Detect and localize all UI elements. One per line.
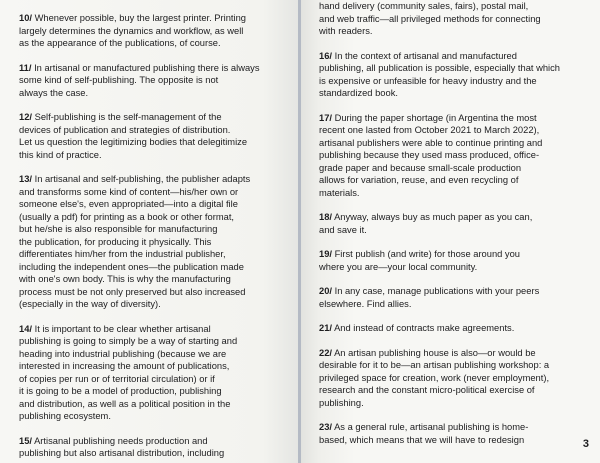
paragraph <box>319 211 588 236</box>
paragraph-line <box>319 87 588 100</box>
paragraph-number: 14/ <box>19 323 32 334</box>
paragraph-line <box>319 322 588 335</box>
paragraph-line <box>19 223 289 236</box>
paragraph-line <box>19 87 289 100</box>
paragraph-line <box>319 298 588 311</box>
paragraph <box>19 173 289 311</box>
paragraph-line <box>19 447 289 460</box>
paragraph-number: 20/ <box>319 286 332 296</box>
paragraph-number: 10/ <box>19 13 32 23</box>
paragraph <box>19 111 289 161</box>
paragraph-text: allows for variation, reuse, and even recycling of <box>319 175 519 185</box>
paragraph-line <box>19 149 289 162</box>
paragraph-text: recent one lasted from October 2021 to March 2022), <box>319 125 540 135</box>
paragraph-text: Artisanal publishing needs production and <box>32 435 208 446</box>
paragraph-text: differentiates him/her from the industrial publisher, <box>19 249 226 259</box>
paragraph-text: An artisan publishing house is also—or would be <box>332 347 536 358</box>
paragraph-line <box>19 385 289 398</box>
paragraph-text: grade paper and because small-scale production <box>319 162 522 173</box>
paragraph-text: publishing because they used mass produced, office- <box>319 150 540 160</box>
paragraph-text: based, which means that we will have to redesign <box>319 434 525 445</box>
paragraph <box>19 435 289 460</box>
paragraph-text: where you are—your local community. <box>319 261 478 272</box>
paragraph-text: publishing. <box>319 397 364 408</box>
paragraph-line <box>19 286 289 299</box>
paragraph-text: In any case, manage publications with your peers <box>332 286 540 296</box>
paragraph-text: As a general rule, artisanal publishing is home- <box>332 422 529 432</box>
paragraph-line <box>19 373 289 386</box>
paragraph-line <box>319 50 588 63</box>
paragraph-line <box>19 124 289 137</box>
paragraph-text: elsewhere. Find allies. <box>319 298 412 309</box>
paragraph-text: research and the constant micro-political exercise of <box>319 385 535 395</box>
paragraph-line <box>319 137 588 150</box>
paragraph-text: (especially in the way of diversity). <box>19 299 161 309</box>
paragraph-line <box>19 173 289 186</box>
paragraph <box>19 323 289 423</box>
paragraph-text: and web traffic—all privileged methods for connecting <box>319 13 541 24</box>
paragraph-text: largely determines the dynamics and workflow, as well <box>19 25 244 36</box>
paragraph-text: devices of publication and strategies of distribution. <box>19 124 231 135</box>
paragraph-line <box>319 261 588 274</box>
paragraph-number: 19/ <box>319 249 332 259</box>
paragraph <box>319 285 588 310</box>
paragraph-text: publishing but also artisanal distribution, including <box>19 448 225 458</box>
paragraph-text: with one's own body. This is why the manufacturing <box>19 274 231 284</box>
paragraph-text: (usually a pdf) for printing as a book or other format, <box>19 211 235 222</box>
paragraph-line <box>19 335 289 348</box>
paragraph-line <box>19 236 289 249</box>
paragraph-line <box>19 186 289 199</box>
paragraph-number: 11/ <box>19 62 32 73</box>
left-page <box>0 0 299 463</box>
paragraph-text: Let us question the legitimizing bodies that delegitimize <box>19 137 248 147</box>
paragraph-text: of copies per run or of territorial circulation) or if <box>19 373 215 384</box>
paragraph-line <box>319 421 588 434</box>
paragraph <box>319 0 588 38</box>
paragraph-line <box>319 372 588 385</box>
paragraph-text: including the independent ones—the publication made <box>19 261 244 272</box>
paragraph-text: and distribution, as well as a political position in the <box>19 398 231 409</box>
paragraph-line <box>319 124 588 137</box>
paragraph-text: In the context of artisanal and manufactured <box>332 50 517 61</box>
paragraph-text: In artisanal or manufactured publishing there is always <box>31 62 260 73</box>
paragraph-line <box>319 174 588 187</box>
paragraph-text: During the paper shortage (in Argentina the most <box>332 112 537 123</box>
paragraph-text: always the case. <box>19 87 89 98</box>
paragraph-line <box>19 398 289 411</box>
paragraph-text: Anyway, always buy as much paper as you can, <box>332 212 533 222</box>
paragraph-text: Self-publishing is the self-management of the <box>32 112 222 122</box>
paragraph-line <box>19 273 289 286</box>
paragraph-text: publishing ecosystem. <box>19 411 111 421</box>
paragraph <box>319 248 588 273</box>
paragraph-number: 12/ <box>19 112 32 122</box>
paragraph-line <box>19 360 289 373</box>
paragraph <box>319 322 588 335</box>
paragraph-line <box>319 62 588 75</box>
paragraph <box>319 112 588 200</box>
paragraph-line <box>319 187 588 200</box>
paragraph-number: 17/ <box>319 112 332 123</box>
paragraph-text: desirable for it to be—an artisan publishing workshop: a <box>319 360 550 370</box>
paragraph-line <box>319 25 588 38</box>
paragraph-line <box>19 435 289 448</box>
paragraph-line <box>319 285 588 298</box>
paragraph-line <box>19 410 289 423</box>
paragraph-line <box>19 25 289 38</box>
paragraph-text: Whenever possible, buy the largest printer. Printing <box>32 13 246 23</box>
paragraph-line <box>19 74 289 87</box>
paragraph-text: First publish (and write) for those around you <box>332 249 521 259</box>
paragraph <box>319 347 588 410</box>
paragraph-text: heading into industrial publishing (because we are <box>19 348 227 359</box>
paragraph-text: materials. <box>319 187 360 198</box>
paragraph <box>19 12 289 50</box>
paragraph-line <box>319 347 588 360</box>
paragraph-line <box>19 261 289 274</box>
paragraph-text: In artisanal and self-publishing, the publisher adapts <box>32 174 251 184</box>
paragraph-line <box>319 112 588 125</box>
paragraph <box>19 62 289 100</box>
paragraph-line <box>19 348 289 361</box>
paragraph-line <box>319 0 588 13</box>
paragraph-line <box>319 149 588 162</box>
paragraph-line <box>319 211 588 224</box>
paragraph-line <box>19 111 289 124</box>
paragraph <box>319 50 588 100</box>
paragraph-number: 22/ <box>319 347 332 358</box>
paragraph-line <box>319 248 588 261</box>
paragraph-line <box>19 298 289 311</box>
paragraph-text: and transforms some kind of content—his/her own or <box>19 186 239 197</box>
paragraph-line <box>19 12 289 25</box>
paragraph-number: 16/ <box>319 50 332 61</box>
paragraph-number: 13/ <box>19 174 32 184</box>
paragraph-line <box>19 136 289 149</box>
paragraph-text: with readers. <box>319 26 373 36</box>
paragraph-number: 15/ <box>19 435 32 446</box>
paragraph-line <box>319 397 588 410</box>
paragraph-line <box>319 384 588 397</box>
paragraph-text: It is important to be clear whether artisanal <box>32 323 211 334</box>
page-number: 3 <box>582 437 589 450</box>
paragraph-line <box>19 62 289 75</box>
paragraph <box>319 421 588 446</box>
paragraph-text: someone else's, even appropriated—into a digital file <box>19 199 238 209</box>
paragraph-line <box>19 248 289 261</box>
paragraph-line <box>319 75 588 88</box>
paragraph-text: as the appearance of the publications, of course. <box>19 38 221 48</box>
paragraph-text: publishing, all publication is possible, especially that which <box>319 63 560 73</box>
paragraph-text: process must be not only preserved but also increased <box>19 286 246 297</box>
paragraph-text: is expensive or unfeasible for heavy industry and the <box>319 75 537 86</box>
paragraph-number: 21/ <box>319 323 332 333</box>
paragraph-number: 23/ <box>319 422 332 432</box>
paragraph-text: and save it. <box>319 224 367 235</box>
right-page-content <box>319 0 588 446</box>
paragraph-text: hand delivery (community sales, fairs), postal mail, <box>319 1 529 11</box>
paragraph-text: interested in increasing the amount of publications, <box>19 361 230 371</box>
paragraph-text: but he/she is also responsible for manufacturing <box>19 224 218 234</box>
right-page <box>301 0 600 463</box>
paragraph-line <box>319 359 588 372</box>
paragraph-text: publishing is going to simply be a way of starting and <box>19 336 238 346</box>
paragraph-text: it is going to be a model of production, publishing <box>19 386 222 396</box>
paragraph-text: privileged space for creation, work (never employment), <box>319 372 550 383</box>
paragraph-text: artisanal publishers were able to continue printing and <box>319 137 543 148</box>
paragraph-line <box>319 162 588 175</box>
paragraph-line <box>319 13 588 26</box>
paragraph-line <box>19 323 289 336</box>
paragraph-text: standardized book. <box>319 88 398 98</box>
paragraph-line <box>19 37 289 50</box>
paragraph-line <box>319 434 588 447</box>
paragraph-line <box>319 224 588 237</box>
paragraph-text: some kind of self-publishing. The opposite is not <box>19 75 219 85</box>
paragraph-text: And instead of contracts make agreements. <box>332 323 515 333</box>
paragraph-text: the publication, for producing it physically. This <box>19 236 212 247</box>
paragraph-line <box>19 211 289 224</box>
paragraph-text: this kind of practice. <box>19 149 102 160</box>
paragraph-line <box>19 198 289 211</box>
paragraph-number: 18/ <box>319 212 332 222</box>
